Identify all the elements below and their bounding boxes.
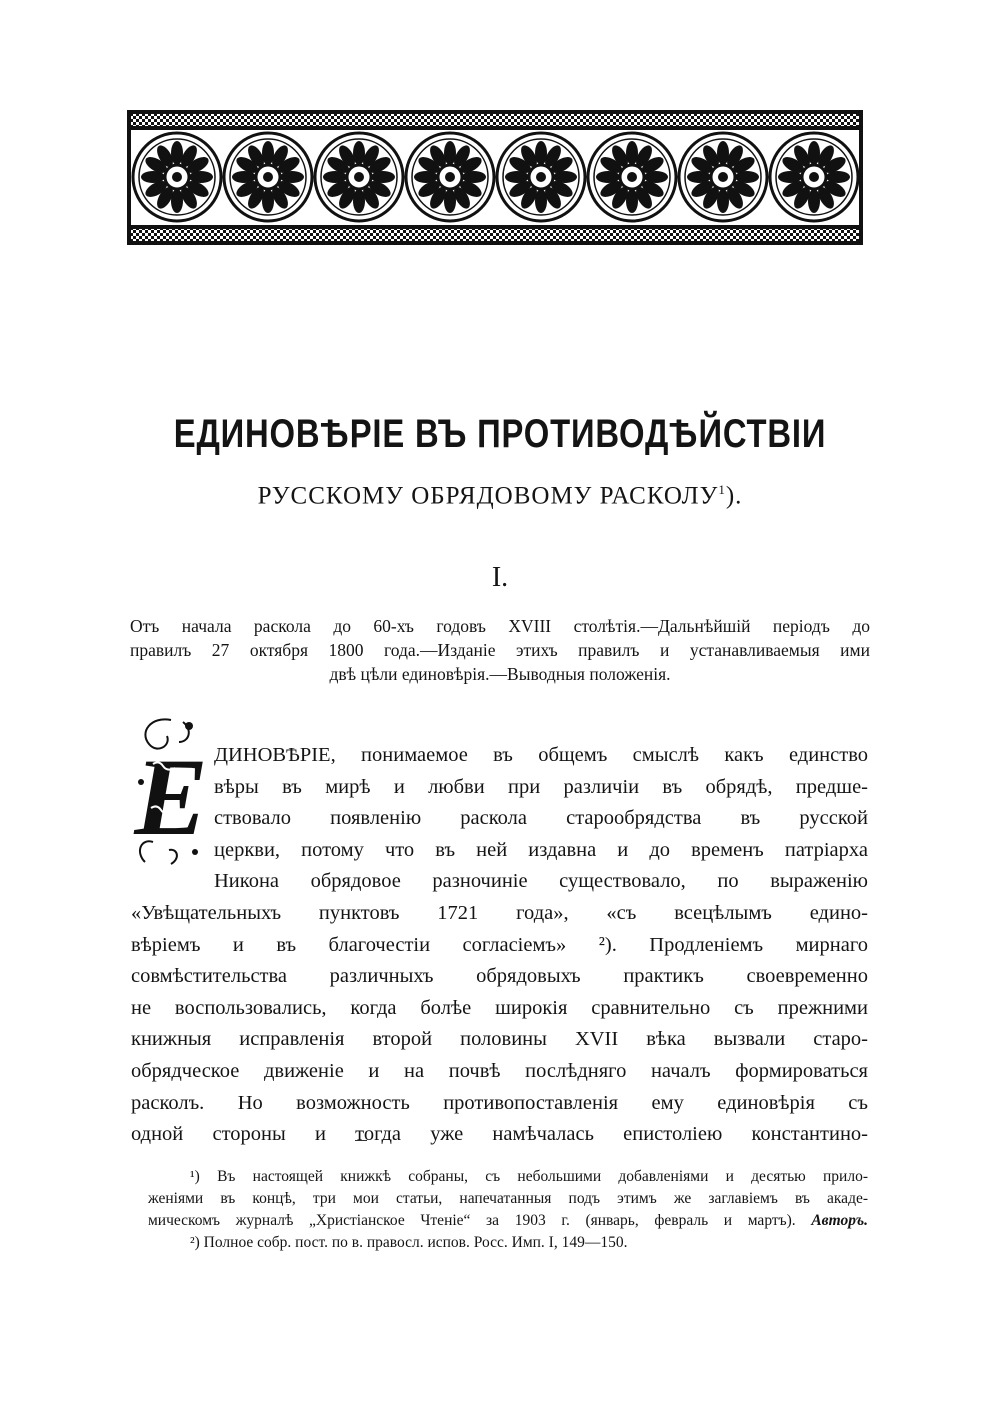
header-ornament	[127, 110, 863, 245]
footnote-separator	[355, 1140, 367, 1141]
summary-line: Отъ начала раскола до 60-хъ годовъ XVIII столѣтія.—Дальнѣйшій періодъ до	[130, 616, 870, 636]
body-line: не воспользовались, когда болѣе широкія сравнительно съ прежними	[131, 996, 868, 1019]
footnote-author-signature: Авторъ.	[811, 1212, 868, 1229]
body-line: ДИНОВѢРІЕ, понимаемое въ общемъ смыслѣ какъ единство	[214, 744, 868, 766]
footnote-line: мическомъ журналѣ „Христіанское Чтеніе“ за 1903 г. (январь, февраль и мартъ). Авторъ.	[148, 1212, 868, 1229]
page-subtitle: РУССКОМУ ОБРЯДОВОМУ РАСКОЛУ$^1$).	[257, 482, 743, 510]
summary-line: двѣ цѣли единовѣрія.—Выводныя положенія.	[329, 664, 671, 684]
footnote-ref-1[interactable]: 1	[718, 482, 726, 497]
body-line: ствовало появленію раскола старообрядства въ русской	[214, 807, 868, 830]
body-text	[131, 740, 868, 1151]
body-line: одной стороны и тогда уже намѣчалась епистоліею константино-	[131, 1123, 868, 1146]
footnotes	[148, 1166, 868, 1254]
summary-line: правилъ 27 октября 1800 года.—Изданіе этихъ правилъ и устанавливаемыя ими	[130, 640, 870, 660]
body-line: церкви, потому что въ ней издавна и до временъ патріарха	[214, 838, 868, 861]
body-line: книжныя исправленія второй половины XVII вѣка вызвали старо-	[131, 1028, 868, 1051]
footnote-line: ²) Полное собр. пост. по в. правосл. испов. Росс. Имп. I, 149—150.	[190, 1234, 628, 1251]
page-title: ЕДИНОВѢРІЕ ВЪ ПРОТИВОДѢЙСТВІИ	[173, 412, 827, 456]
footnote-line: женіями въ концѣ, три мои статьи, напечатанныя подъ этимъ же заглавіемъ въ акаде-	[148, 1190, 868, 1207]
body-line: Никона обрядовое разночиніе существовало, по выраженію	[214, 870, 868, 893]
footnote-line: ¹) Въ настоящей книжкѣ собраны, съ небольшими добавленіями и десятью прило-	[190, 1168, 868, 1185]
drop-cap-letter: Е	[134, 736, 208, 858]
body-line: обрядческое движеніе и на почвѣ послѣдняго началъ формироваться	[131, 1059, 868, 1082]
body-line: вѣріемъ и въ благочестіи согласіемъ» ²). Продленіемъ мирнаго	[131, 933, 868, 956]
body-line: «Увѣщательныхъ пунктовъ 1721 года», «съ всецѣлымъ едино-	[131, 901, 868, 924]
chapter-summary	[130, 614, 870, 686]
body-line: вѣры въ мирѣ и любви при различіи въ обрядѣ, предше-	[214, 775, 868, 798]
chapter-number: I.	[491, 562, 509, 593]
body-line: расколъ. Но возможность противопоставленія ему единовѣрія съ	[131, 1091, 868, 1114]
body-line: совмѣстительства различныхъ обрядовыхъ практикъ своевременно	[131, 965, 868, 988]
